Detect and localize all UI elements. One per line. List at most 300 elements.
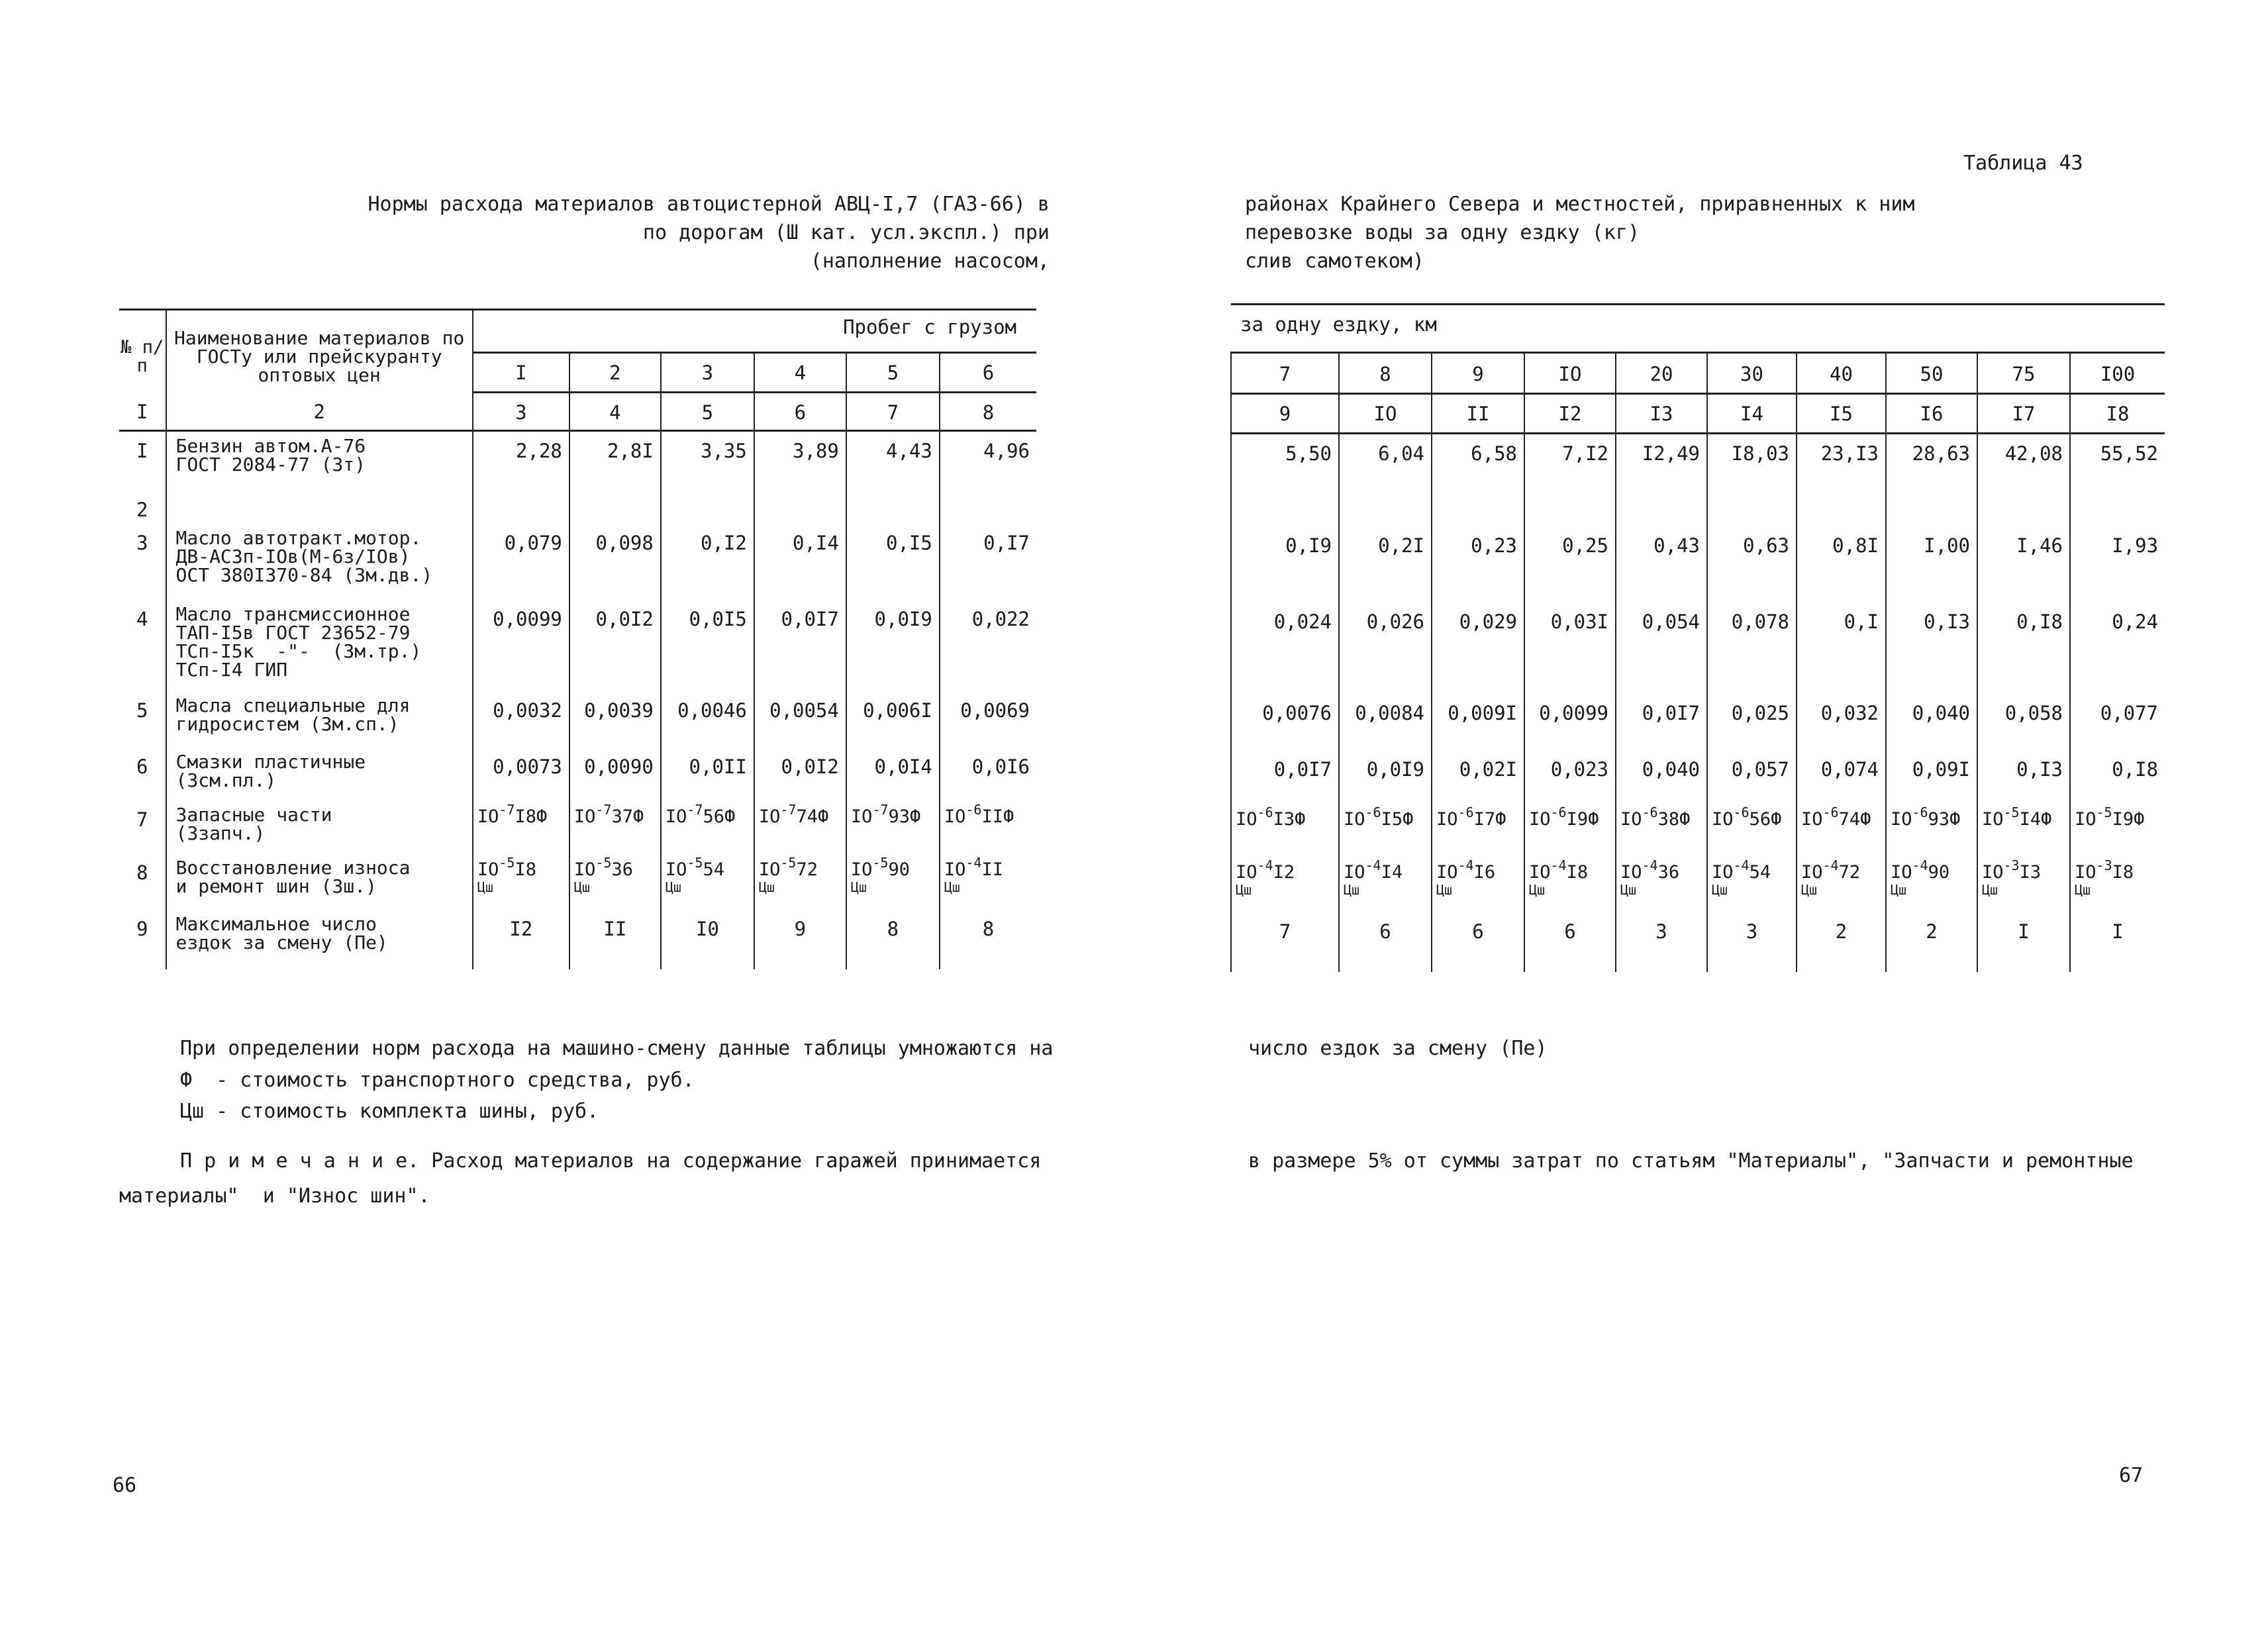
col-number: 4 [569, 393, 661, 431]
tire-cost-symbol: Цш [1801, 881, 1818, 898]
value-cell: 0,029 [1432, 603, 1524, 694]
distance-cell: 30 [1707, 353, 1797, 394]
value-cell [473, 491, 569, 524]
value-cell: 0,0I7 [754, 600, 846, 691]
value-cell: 0,078 [1707, 603, 1797, 694]
tire-cost-symbol: Цш [573, 879, 590, 895]
value-cell: 0,079 [473, 524, 569, 600]
value-cell: 0,098 [569, 524, 661, 600]
page-number-right: 67 [2119, 1464, 2144, 1487]
value-cell: I2,49 [1616, 434, 1707, 493]
value-cell: I2 [473, 910, 569, 969]
coefficient: 93Ф [1928, 808, 1961, 830]
value-cell: 9 [754, 910, 846, 969]
title-left-line-3: (наполнение насосом, [810, 250, 1050, 273]
value-cell [1886, 856, 1977, 912]
exponent: -6 [1912, 804, 1928, 820]
col-number: I5 [1797, 394, 1886, 434]
exponent: -6 [1550, 804, 1567, 820]
value-cell [1797, 493, 1886, 526]
power-of-ten-base: IO [1801, 808, 1823, 830]
value-cell: 0,074 [1797, 750, 1886, 803]
exponent: -6 [1642, 804, 1658, 820]
value-cell: 0,0I5 [661, 600, 754, 691]
exponent: -5 [780, 854, 797, 871]
coefficient: I8 [2112, 861, 2134, 883]
table-row [1231, 694, 2165, 750]
value-cell: II [569, 910, 661, 969]
material-name: Запасные части (Ззапч.) [166, 800, 473, 853]
power-of-ten-base: IO [758, 859, 781, 880]
exponent: -4 [1822, 857, 1839, 873]
row-number: 3 [119, 524, 166, 600]
value-cell [754, 491, 846, 524]
col-number: I [119, 393, 166, 431]
col-number: I6 [1886, 394, 1977, 434]
exponent: -4 [1550, 857, 1567, 873]
value-cell: 3 [1707, 912, 1797, 972]
page-number-left: 66 [113, 1474, 137, 1497]
title-right-line-1: районах Крайнего Севера и местностей, приравненных к ним [1245, 193, 1915, 216]
distance-cell: 20 [1616, 353, 1707, 394]
value-cell [473, 800, 569, 853]
power-of-ten-base: IO [944, 806, 966, 827]
value-cell: 0,I9 [1231, 526, 1339, 603]
tire-cost-symbol: Цш [758, 879, 775, 895]
coefficient: 56Ф [703, 806, 736, 827]
col-number: I4 [1707, 394, 1797, 434]
row-number: 5 [119, 691, 166, 748]
coefficient: I4 [1381, 861, 1403, 883]
value-cell [1616, 856, 1707, 912]
value-cell: 0,022 [940, 600, 1036, 691]
value-cell [1432, 803, 1524, 856]
power-of-ten-base: IO [1236, 808, 1257, 830]
power-of-ten-base: IO [2075, 808, 2096, 830]
exponent: -7 [499, 801, 515, 818]
value-cell: 6 [1432, 912, 1524, 972]
coefficient: 72 [1838, 861, 1861, 883]
value-cell: 0,09I [1886, 750, 1977, 803]
coefficient: 93Ф [888, 806, 921, 827]
value-cell [940, 491, 1036, 524]
value-cell [1339, 856, 1432, 912]
material-name [166, 491, 473, 524]
value-cell: 0,009I [1432, 694, 1524, 750]
tire-cost-symbol: Цш [1712, 881, 1728, 898]
table-row [119, 600, 1036, 691]
exponent: -5 [2003, 804, 2020, 820]
title-left-line-1: Нормы расхода материалов автоцистерной АВЦ-I,7 (ГАЗ-66) в [368, 193, 1050, 216]
value-cell: 0,0099 [1524, 694, 1616, 750]
exponent: -6 [1822, 804, 1839, 820]
col-number: 7 [846, 393, 940, 431]
tire-cost-symbol: Цш [1529, 881, 1546, 898]
col-number: 2 [166, 393, 473, 431]
value-cell: 7,I2 [1524, 434, 1616, 493]
value-cell: 8 [846, 910, 940, 969]
value-cell: 2,8I [569, 431, 661, 491]
table-row [1231, 493, 2165, 526]
value-cell: 0,I3 [1977, 750, 2070, 803]
power-of-ten-base: IO [1891, 808, 1912, 830]
exponent: -4 [1457, 857, 1474, 873]
table-row [119, 491, 1036, 524]
value-cell: 0,0032 [473, 691, 569, 748]
tire-cost-symbol: Цш [477, 879, 493, 895]
value-cell: 0,24 [2070, 603, 2165, 694]
distance-cell: 9 [1432, 353, 1524, 394]
value-cell: 4,96 [940, 431, 1036, 491]
exponent: -5 [687, 854, 703, 871]
value-cell: 6 [1339, 912, 1432, 972]
value-cell [1616, 803, 1707, 856]
power-of-ten-base: IO [1344, 861, 1365, 883]
value-cell [846, 491, 940, 524]
value-cell: 0,0054 [754, 691, 846, 748]
value-cell [754, 800, 846, 853]
power-of-ten-base: IO [1801, 861, 1823, 883]
value-cell [1524, 493, 1616, 526]
power-of-ten-base: IO [665, 859, 687, 880]
value-cell: 0,I [1797, 603, 1886, 694]
exponent: -6 [1733, 804, 1750, 820]
value-cell [1886, 493, 1977, 526]
coefficient: 36 [611, 859, 633, 880]
value-cell [1977, 856, 2070, 912]
value-cell: I,00 [1886, 526, 1977, 603]
tire-cost-symbol: Цш [1236, 881, 1252, 898]
value-cell [754, 853, 846, 910]
power-of-ten-base: IO [573, 806, 596, 827]
col-number: 8 [940, 393, 1036, 431]
row-number: 8 [119, 853, 166, 910]
value-cell: 3,35 [661, 431, 754, 491]
material-name: Масло автотракт.мотор. ДВ-АСЗп-IOв(M-6з/IOв) ОСТ 380I370-84 (Зм.дв.) [166, 524, 473, 600]
value-cell: I,46 [1977, 526, 2070, 603]
value-cell: 0,040 [1616, 750, 1707, 803]
power-of-ten-base: IO [477, 859, 499, 880]
value-cell [1886, 803, 1977, 856]
tire-cost-symbol: Цш [850, 879, 867, 895]
table-row [1231, 856, 2165, 912]
row-number: I [119, 431, 166, 491]
value-cell [1797, 803, 1886, 856]
coefficient: I6 [1473, 861, 1496, 883]
exponent: -7 [780, 801, 797, 818]
value-cell [1977, 493, 2070, 526]
value-cell: 3 [1616, 912, 1707, 972]
value-cell [1524, 856, 1616, 912]
tire-cost-symbol: Цш [2075, 881, 2091, 898]
coefficient: 72 [796, 859, 818, 880]
value-cell: 42,08 [1977, 434, 2070, 493]
col-number: 6 [754, 393, 846, 431]
exponent: -3 [2096, 857, 2112, 873]
col-number: I2 [1524, 394, 1616, 434]
value-cell: 0,0I4 [846, 748, 940, 800]
value-cell: 7 [1231, 912, 1339, 972]
distance-cell: 75 [1977, 353, 2070, 394]
col-number: I3 [1616, 394, 1707, 434]
power-of-ten-base: IO [1620, 861, 1642, 883]
value-cell [1707, 803, 1797, 856]
coefficient: I3 [2019, 861, 2042, 883]
header-no: № п/п [119, 310, 166, 393]
exponent: -6 [1257, 804, 1273, 820]
exponent: -4 [1912, 857, 1928, 873]
material-name: Максимальное число ездок за смену (Пе) [166, 910, 473, 969]
col-number: 9 [1231, 394, 1339, 434]
value-cell: 0,0069 [940, 691, 1036, 748]
value-cell: 0,02I [1432, 750, 1524, 803]
remark-left-1: П р и м е ч а н и е. Расход материалов на содержание гаражей принимается [180, 1149, 1042, 1173]
right-norms-table [1230, 303, 2165, 972]
value-cell [569, 800, 661, 853]
col-number: I8 [2070, 394, 2165, 434]
power-of-ten-base: IO [1982, 861, 2004, 883]
material-name: Смазки пластичные (Зсм.пл.) [166, 748, 473, 800]
value-cell: 0,2I [1339, 526, 1432, 603]
exponent: -6 [965, 801, 982, 818]
value-cell: 0,0I7 [1231, 750, 1339, 803]
exponent: -4 [1365, 857, 1381, 873]
value-cell: 0,054 [1616, 603, 1707, 694]
row-number: 7 [119, 800, 166, 853]
coefficient: II [981, 859, 1003, 880]
value-cell: 6,58 [1432, 434, 1524, 493]
coefficient: 54 [703, 859, 724, 880]
row-number: 9 [119, 910, 166, 969]
value-cell: 4,43 [846, 431, 940, 491]
note-left-3: Цш - стоимость комплекта шины, руб. [180, 1100, 599, 1123]
distance-cell: 2 [569, 353, 661, 393]
value-cell: I [1977, 912, 2070, 972]
power-of-ten-base: IO [665, 806, 687, 827]
value-cell: 5,50 [1231, 434, 1339, 493]
header-name: Наименование материалов по ГОСТу или прейскуранту оптовых цен [166, 310, 473, 393]
note-right: число ездок за смену (Пе) [1248, 1037, 1548, 1060]
coefficient: 74Ф [796, 806, 829, 827]
value-cell: 2 [1886, 912, 1977, 972]
table-row [1231, 526, 2165, 603]
value-cell: 3,89 [754, 431, 846, 491]
value-cell: 2,28 [473, 431, 569, 491]
value-cell: 0,024 [1231, 603, 1339, 694]
col-number: 5 [661, 393, 754, 431]
coefficient: 90 [888, 859, 910, 880]
material-name: Масла специальные для гидросистем (Зм.сп.) [166, 691, 473, 748]
value-cell: 0,23 [1432, 526, 1524, 603]
coefficient: 37Ф [611, 806, 644, 827]
coefficient: I9Ф [1566, 808, 1599, 830]
value-cell: 0,I3 [1886, 603, 1977, 694]
table-row [1231, 803, 2165, 856]
value-cell: I8,03 [1707, 434, 1797, 493]
coefficient: 74Ф [1838, 808, 1871, 830]
table-row [1231, 434, 2165, 493]
value-cell [569, 853, 661, 910]
table-row [119, 800, 1036, 853]
distance-cell: 6 [940, 353, 1036, 393]
value-cell: 0,25 [1524, 526, 1616, 603]
coefficient: I5Ф [1381, 808, 1414, 830]
value-cell: 0,057 [1707, 750, 1797, 803]
title-right-line-3: слив самотеком) [1245, 250, 1424, 273]
exponent: -4 [1642, 857, 1658, 873]
value-cell [2070, 803, 2165, 856]
value-cell [1231, 803, 1339, 856]
tire-cost-symbol: Цш [665, 879, 681, 895]
table-row [1231, 603, 2165, 694]
coefficient: 56Ф [1749, 808, 1782, 830]
tire-cost-symbol: Цш [1344, 881, 1360, 898]
value-cell [1707, 493, 1797, 526]
value-cell [1616, 493, 1707, 526]
exponent: -5 [499, 854, 515, 871]
value-cell: 23,I3 [1797, 434, 1886, 493]
coefficient: I2 [1273, 861, 1295, 883]
distance-cell: 5 [846, 353, 940, 393]
power-of-ten-base: IO [1982, 808, 2004, 830]
coefficient: 90 [1928, 861, 1950, 883]
value-cell: 28,63 [1886, 434, 1977, 493]
distance-cell: 4 [754, 353, 846, 393]
exponent: -6 [1365, 804, 1381, 820]
title-right-line-2: перевозке воды за одну ездку (кг) [1245, 221, 1640, 244]
col-number: II [1432, 394, 1524, 434]
value-cell: 0,006I [846, 691, 940, 748]
value-cell [1432, 493, 1524, 526]
value-cell: 0,0I7 [1616, 694, 1707, 750]
power-of-ten-base: IO [1712, 808, 1734, 830]
value-cell: 55,52 [2070, 434, 2165, 493]
material-name: Бензин автом.А-76 ГОСТ 2084-77 (Зт) [166, 431, 473, 491]
power-of-ten-base: IO [1344, 808, 1365, 830]
power-of-ten-base: IO [477, 806, 499, 827]
distance-cell: 7 [1231, 353, 1339, 394]
value-cell: 0,0I2 [754, 748, 846, 800]
value-cell: 0,I4 [754, 524, 846, 600]
coefficient: I8 [1566, 861, 1589, 883]
value-cell [661, 800, 754, 853]
power-of-ten-base: IO [1436, 808, 1458, 830]
coefficient: I4Ф [2019, 808, 2052, 830]
exponent: -5 [872, 854, 889, 871]
distance-cell: IO [1524, 353, 1616, 394]
value-cell: 0,058 [1977, 694, 2070, 750]
value-cell: 0,0I6 [940, 748, 1036, 800]
remark-left-2: материалы" и "Износ шин". [119, 1184, 430, 1208]
value-cell [1432, 856, 1524, 912]
power-of-ten-base: IO [1236, 861, 1257, 883]
row-number: 4 [119, 600, 166, 691]
value-cell: 0,03I [1524, 603, 1616, 694]
tire-cost-symbol: Цш [1891, 881, 1907, 898]
value-cell: 0,0090 [569, 748, 661, 800]
distance-cell: 40 [1797, 353, 1886, 394]
value-cell [473, 853, 569, 910]
column-number-row [119, 393, 1036, 431]
header-group-run: Пробег с грузом [473, 310, 1036, 353]
power-of-ten-base: IO [2075, 861, 2096, 883]
value-cell: 0,025 [1707, 694, 1797, 750]
left-norms-table [119, 309, 1036, 969]
coefficient: I8 [515, 859, 536, 880]
value-cell: 0,0039 [569, 691, 661, 748]
tire-cost-symbol: Цш [1436, 881, 1453, 898]
value-cell [661, 491, 754, 524]
table-row [119, 910, 1036, 969]
table-row [119, 853, 1036, 910]
value-cell: 0,026 [1339, 603, 1432, 694]
coefficient: IIФ [981, 806, 1014, 827]
table-label: Таблица 43 [1963, 152, 2083, 175]
power-of-ten-base: IO [573, 859, 596, 880]
tire-cost-symbol: Цш [1982, 881, 1998, 898]
value-cell [1231, 856, 1339, 912]
note-left-2: Ф - стоимость транспортного средства, руб. [180, 1069, 695, 1092]
value-cell [2070, 856, 2165, 912]
coefficient: 36 [1657, 861, 1680, 883]
power-of-ten-base: IO [1712, 861, 1734, 883]
col-number: 3 [473, 393, 569, 431]
value-cell: 0,077 [2070, 694, 2165, 750]
value-cell: 0,I8 [1977, 603, 2070, 694]
value-cell [1231, 493, 1339, 526]
value-cell: 0,023 [1524, 750, 1616, 803]
coefficient: I7Ф [1473, 808, 1506, 830]
value-cell: 0,032 [1797, 694, 1886, 750]
tire-cost-symbol: Цш [944, 879, 960, 895]
value-cell: 0,I7 [940, 524, 1036, 600]
value-cell: 0,0076 [1231, 694, 1339, 750]
power-of-ten-base: IO [758, 806, 781, 827]
table-row [119, 748, 1036, 800]
value-cell: 0,0073 [473, 748, 569, 800]
col-number: IO [1339, 394, 1432, 434]
value-cell [846, 853, 940, 910]
value-cell [1339, 803, 1432, 856]
value-cell [569, 491, 661, 524]
value-cell [2070, 493, 2165, 526]
title-left-line-2: по дорогам (Ш кат. усл.экспл.) при [642, 221, 1050, 244]
distance-cell: 3 [661, 353, 754, 393]
value-cell: 0,0II [661, 748, 754, 800]
distance-cell: I00 [2070, 353, 2165, 394]
value-cell: I,93 [2070, 526, 2165, 603]
power-of-ten-base: IO [850, 859, 873, 880]
note-left-1: При определении норм расхода на машино-смену данные таблицы умножаются на [180, 1037, 1054, 1060]
coefficient: I8Ф [515, 806, 548, 827]
exponent: -5 [2096, 804, 2112, 820]
value-cell: I0 [661, 910, 754, 969]
value-cell [661, 853, 754, 910]
value-cell [1339, 493, 1432, 526]
power-of-ten-base: IO [1436, 861, 1458, 883]
value-cell: 0,040 [1886, 694, 1977, 750]
exponent: -4 [965, 854, 982, 871]
power-of-ten-base: IO [1529, 808, 1551, 830]
power-of-ten-base: IO [850, 806, 873, 827]
value-cell [1977, 803, 2070, 856]
value-cell [1797, 856, 1886, 912]
power-of-ten-base: IO [1529, 861, 1551, 883]
exponent: -4 [1733, 857, 1750, 873]
value-cell [1524, 803, 1616, 856]
distance-cell: 50 [1886, 353, 1977, 394]
value-cell: 0,0I9 [846, 600, 940, 691]
